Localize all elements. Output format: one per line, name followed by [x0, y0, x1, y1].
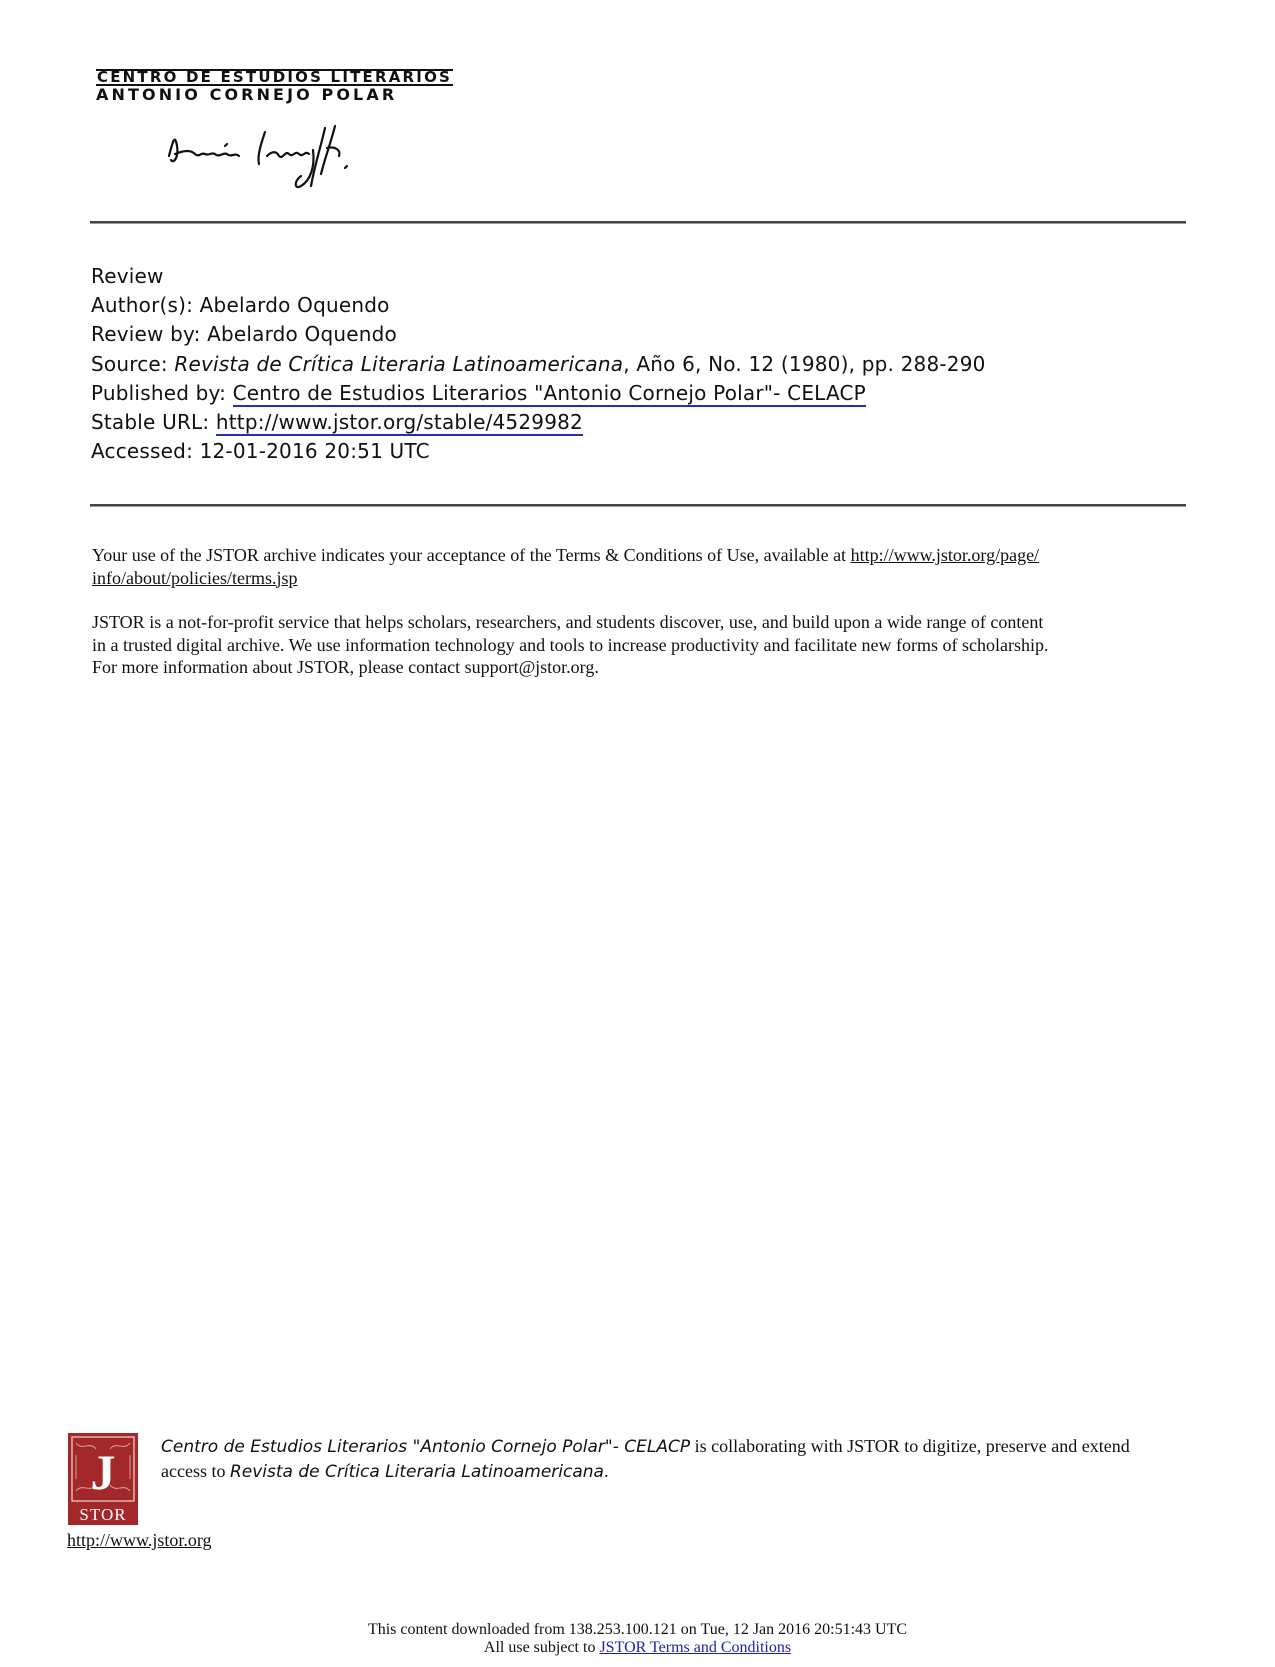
- authors-line: Author(s): Abelardo Oquendo: [91, 293, 390, 318]
- reviewer-name: Abelardo Oquendo: [207, 322, 397, 347]
- download-notice: This content downloaded from 138.253.100.121 on Tue, 12 Jan 2016 20:51:43 UTC: [367, 1621, 908, 1638]
- author-name: Abelardo Oquendo: [199, 293, 390, 318]
- top-divider: [90, 221, 1186, 223]
- jstor-terms-link[interactable]: JSTOR Terms and Conditions: [599, 1639, 792, 1656]
- publisher-link[interactable]: Centro de Estudios Literarios "Antonio Cornejo Polar"- CELACP: [232, 380, 866, 405]
- middle-divider: [90, 504, 1186, 506]
- signature-image: [165, 120, 385, 200]
- publisher-logo-line1: CENTRO DE ESTUDIOS LITERARIOS: [97, 68, 453, 86]
- citation-block: [91, 262, 986, 466]
- terms-notice: All use subject to JSTOR Terms and Conditions: [483, 1639, 792, 1656]
- terms-paragraph: Your use of the JSTOR archive indicates your acceptance of the Terms & Conditions of Use, available at http://www.jstor.org/page/ info/about/policies/terms.jsp: [92, 545, 1040, 588]
- jstor-logo-word: STOR: [79, 1505, 127, 1524]
- published-by-line: Published by: Centro de Estudios Literarios "Antonio Cornejo Polar"- CELACP: [91, 380, 866, 405]
- about-jstor-paragraph: JSTOR is a not-for-profit service that helps scholars, researchers, and students discover, use, and build upon a wide range of content in a trusted digital archive. We use information technology and tools to increase productivity and facilitate new forms of scholarship. For more information about JSTOR, please contact support@jstor.org.: [92, 612, 1049, 677]
- collab-publisher: Centro de Estudios Literarios "Antonio Cornejo Polar"- CELACP: [161, 1437, 691, 1457]
- accessed-date: 12-01-2016 20:51 UTC: [199, 439, 430, 464]
- source-journal: Revista de Crítica Literaria Latinoamericana: [174, 351, 624, 376]
- review-title: Review: [91, 264, 164, 288]
- jstor-logo-icon: [68, 1433, 138, 1525]
- collab-journal: Revista de Crítica Literaria Latinoamericana: [229, 1462, 604, 1482]
- source-line: Source: Revista de Crítica Literaria Latinoamericana, Año 6, No. 12 (1980), pp. 288-290: [91, 351, 986, 376]
- stable-url-link[interactable]: http://www.jstor.org/stable/4529982: [215, 410, 583, 435]
- jstor-logo-letter: J: [90, 1444, 116, 1500]
- stable-url-line: Stable URL: http://www.jstor.org/stable/4529982: [91, 410, 583, 435]
- terms-url-link[interactable]: http://www.jstor.org/page/ info/about/policies/terms.jsp: [92, 545, 1040, 588]
- jstor-home-link[interactable]: http://www.jstor.org: [67, 1530, 212, 1550]
- accessed-line: Accessed: 12-01-2016 20:51 UTC: [91, 439, 430, 464]
- collaboration-statement: Centro de Estudios Literarios "Antonio Cornejo Polar"- CELACP is collaborating with JSTOR to digitize, preserve and extend access to Revista de Crítica Literaria Latinoamericana.: [161, 1436, 1130, 1482]
- review-by-line: Review by: Abelardo Oquendo: [91, 322, 397, 347]
- publisher-logo-line2: ANTONIO CORNEJO POLAR: [96, 85, 398, 104]
